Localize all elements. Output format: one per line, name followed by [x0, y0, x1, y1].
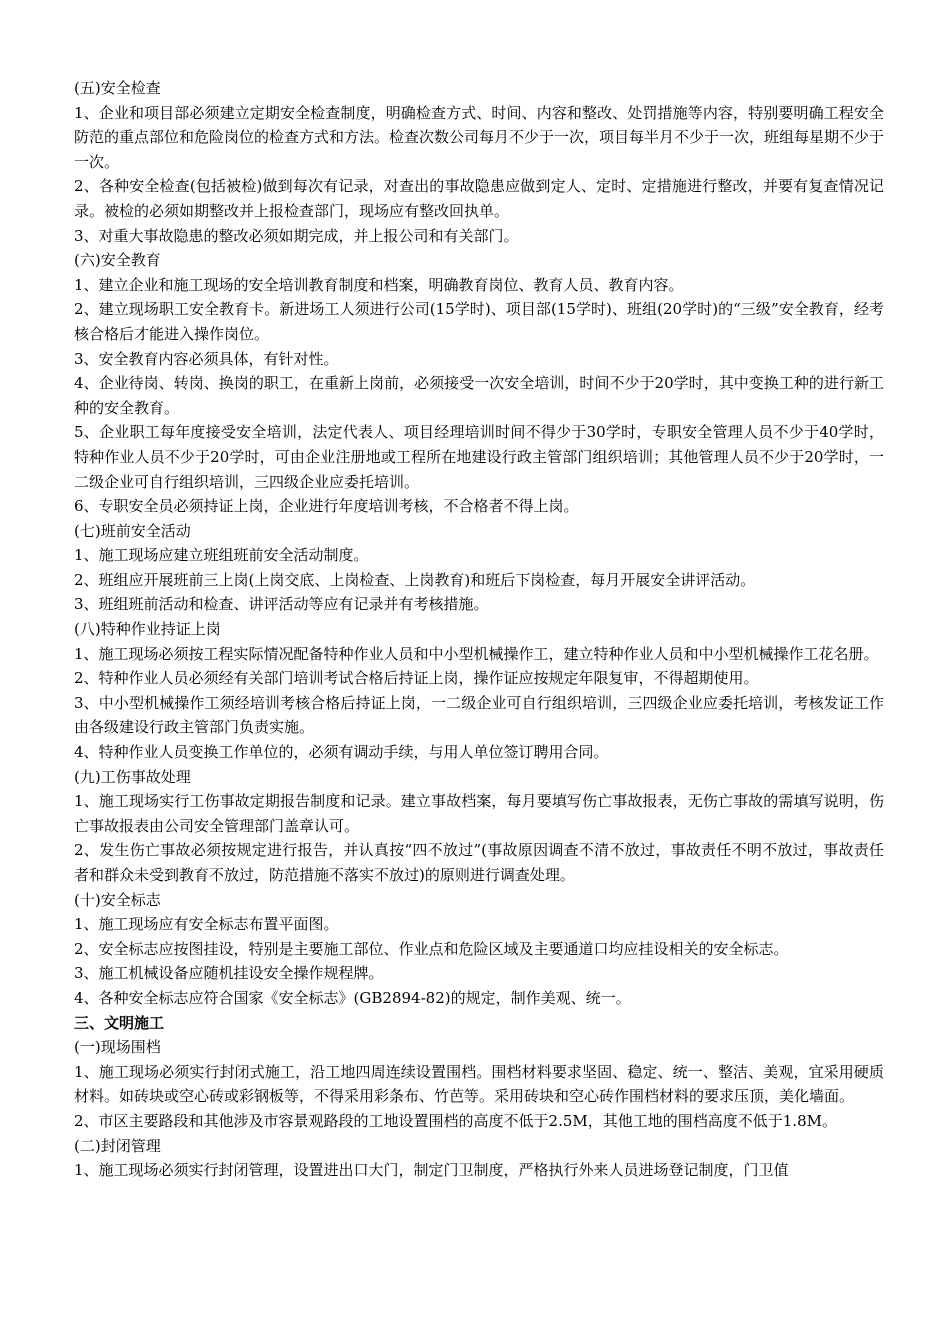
document-page: [74, 76, 884, 1183]
chapter-heading: 三、文明施工: [74, 1013, 165, 1032]
paragraph: 3、中小型机械操作工须经培训考核合格后持证上岗，一二级企业可自行组织培训，三四级企业应委托培训，考核发证工作由各级建设行政主管部门负责实施。: [74, 693, 884, 737]
section-subheading: (二)封闭管理: [74, 1136, 161, 1155]
paragraph: 2、安全标志应按图挂设，特别是主要施工部位、作业点和危险区域及主要通道口均应挂设相关的安全标志。: [74, 939, 789, 958]
paragraph: 1、企业和项目部必须建立定期安全检查制度，明确检查方式、时间、内容和整改、处罚措施等内容，特别要明确工程安全防范的重点部位和危险岗位的检查方式和方法。检查次数公司每月不少于一次，项目每半月不少于一次，班组每星期不少于一次。: [74, 103, 885, 171]
paragraph: 1、施工现场必须实行封闭管理，设置进出口大门，制定门卫制度，严格执行外来人员进场登记制度，门卫值: [74, 1161, 789, 1180]
paragraph: 2、建立现场职工安全教育卡。新进场工人须进行公司(15学时)、项目部(15学时)、班组(20学时)的“三级”安全教育，经考核合格后才能进入操作岗位。: [74, 300, 884, 343]
section-subheading: (六)安全教育: [74, 251, 161, 270]
section-subheading: (八)特种作业持证上岗: [74, 620, 221, 639]
paragraph: 4、特种作业人员变换工作单位的，必须有调动手续，与用人单位签订聘用合同。: [74, 743, 609, 762]
section-subheading: (九)工伤事故处理: [74, 767, 191, 786]
paragraph: 1、施工现场实行工伤事故定期报告制度和记录。建立事故档案，每月要填写伤亡事故报表，无伤亡事故的需填写说明，伤亡事故报表由公司安全管理部门盖章认可。: [74, 792, 884, 835]
paragraph: 2、特种作业人员必须经有关部门培训考试合格后持证上岗，操作证应按规定年限复审，不得超期使用。: [74, 669, 759, 688]
paragraph: 4、企业待岗、转岗、换岗的职工，在重新上岗前，必须接受一次安全培训，时间不少于20学时，其中变换工种的进行新工种的安全教育。: [74, 374, 884, 417]
paragraph: 3、施工机械设备应随机挂设安全操作规程牌。: [74, 964, 384, 983]
paragraph: 2、班组应开展班前三上岗(上岗交底、上岗检查、上岗教育)和班后下岗检查，每月开展安全讲评活动。: [74, 570, 756, 589]
paragraph: 2、各种安全检查(包括被检)做到每次有记录，对查出的事故隐患应做到定人、定时、定措施进行整改，并要有复查情况记录。被检的必须如期整改并上报检查部门，现场应有整改回执单。: [74, 177, 884, 220]
section-subheading: (一)现场围档: [74, 1038, 161, 1057]
paragraph: 1、建立企业和施工现场的安全培训教育制度和档案，明确教育岗位、教育人员、教育内容。: [74, 275, 684, 294]
paragraph: 1、施工现场应有安全标志布置平面图。: [74, 915, 339, 934]
paragraph: 3、班组班前活动和检查、讲评活动等应有记录并有考核措施。: [74, 595, 489, 614]
paragraph: 2、发生伤亡事故必须按规定进行报告，并认真按“四不放过”(事故原因调查不清不放过，事故责任不明不放过，事故责任者和群众未受到教育不放过，防范措施不落实不放过)的原则进行调查处理。: [74, 841, 884, 884]
paragraph: 2、市区主要路段和其他涉及市容景观路段的工地设置围档的高度不低于2.5M，其他工地的围档高度不低于1.8M。: [74, 1111, 837, 1130]
paragraph: 6、专职安全员必须持证上岗，企业进行年度培训考核，不合格者不得上岗。: [74, 497, 579, 516]
section-subheading: (五)安全检查: [74, 79, 161, 97]
paragraph: 4、各种安全标志应符合国家《安全标志》(GB2894-82)的规定，制作美观、统一。: [74, 988, 631, 1007]
section-subheading: (七)班前安全活动: [74, 521, 191, 540]
paragraph: 1、施工现场必须实行封闭式施工，沿工地四周连续设置围档。围档材料要求坚固、稳定、统一、整洁、美观，宜采用硬质材料。如砖块或空心砖或彩钢板等，不得采用彩条布、竹芭等。采用砖块和空心砖作围档材料的要求压顶，美化墙面。: [74, 1062, 884, 1106]
paragraph: 3、安全教育内容必须具体，有针对性。: [74, 349, 339, 368]
paragraph: 1、施工现场应建立班组班前安全活动制度。: [74, 546, 369, 565]
paragraph: 1、施工现场必须按工程实际情况配备特种作业人员和中小型机械操作工，建立特种作业人员和中小型机械操作工花名册。: [74, 644, 879, 663]
paragraph: 5、企业职工每年度接受安全培训，法定代表人、项目经理培训时间不得少于30学时，专职安全管理人员不少于40学时，特种作业人员不少于20学时，可由企业注册地或工程所在地建设行政主管部门组织培训；其他管理人员不少于20学时，一二级企业可自行组织培训，三四级企业应委托培训。: [74, 423, 884, 491]
paragraph: 3、对重大事故隐患的整改必须如期完成，并上报公司和有关部门。: [74, 226, 519, 245]
section-subheading: (十)安全标志: [74, 890, 161, 909]
